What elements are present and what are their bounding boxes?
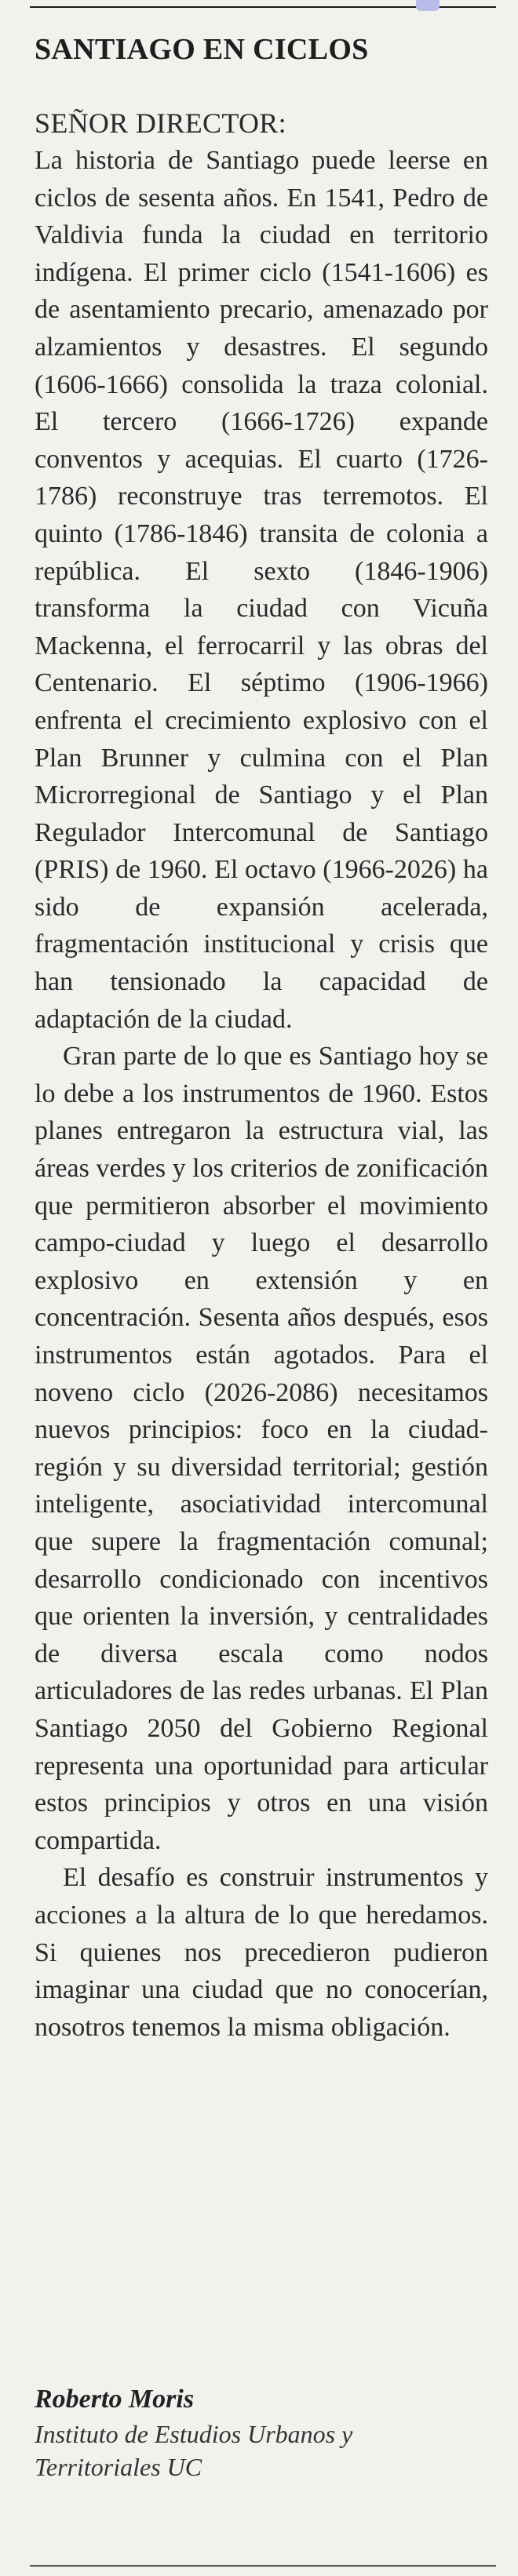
- paragraph-3: El desafío es construir instrumentos y acciones a la altura de lo que heredamos. Si quienes nos precedieron pudieron imaginar una ciudad que no conocerían, nosotros tenemos la misma obligación.: [35, 1863, 488, 2042]
- signature-block: [35, 2381, 490, 2483]
- author-affiliation-line1: Instituto de Estudios Urbanos y: [35, 2420, 353, 2448]
- author-affiliation-line2: Territoriales UC: [35, 2453, 202, 2481]
- paragraph-2: Gran parte de lo que es Santiago hoy se lo debe a los instrumentos de 1960. Estos planes entregaron la estructura vial, las áreas verdes y los criterios de zonificación que permitieron absorber el movimiento campo-ciudad y luego el desarrollo explosivo en extensión y en concentración. Sesenta años después, esos instrumentos están agotados. Para el noveno ciclo (2026-2086) necesitamos nuevos principios: foco en la ciudad-región y su diversidad territorial; gestión inteligente, asociatividad intercomunal que supere la fragmentación comunal; desarrollo condicionado con incentivos que orienten la inversión, y centralidades de diversa escala como nodos articuladores de las redes urbanas. El Plan Santiago 2050 del Gobierno Regional representa una oportunidad para articular estos principios y otros en una visión compartida.: [35, 1042, 488, 1855]
- corner-marker: [416, 0, 440, 11]
- salutation: SEÑOR DIRECTOR:: [35, 107, 286, 139]
- author-name: Roberto Moris: [35, 2385, 195, 2414]
- paragraph-1: La historia de Santiago puede leerse en ciclos de sesenta años. En 1541, Pedro de Valdivia funda la ciudad en territorio indígena. El primer ciclo (1541-1606) es de asentamiento precario, amenazado por alzamientos y desastres. El segundo (1606-1666) consolida la traza colonial. El tercero (1666-1726) expande conventos y acequias. El cuarto (1726-1786) reconstruye tras terremotos. El quinto (1786-1846) transita de colonia a república. El sexto (1846-1906) transforma la ciudad con Vicuña Mackenna, el ferrocarril y las obras del Centenario. El séptimo (1906-1966) enfrenta el crecimiento explosivo con el Plan Brunner y culmina con el Plan Microrregional de Santiago y el Plan Regulador Intercomunal de Santiago (PRIS) de 1960. El octavo (1966-2026) ha sido de expansión acelerada, fragmentación institucional y crisis que han tensionado la capacidad de adaptación de la ciudad.: [35, 146, 488, 1034]
- letter-headline: SANTIAGO EN CICLOS: [35, 33, 369, 66]
- bottom-divider: [30, 2565, 496, 2567]
- letter-body: [35, 142, 488, 2046]
